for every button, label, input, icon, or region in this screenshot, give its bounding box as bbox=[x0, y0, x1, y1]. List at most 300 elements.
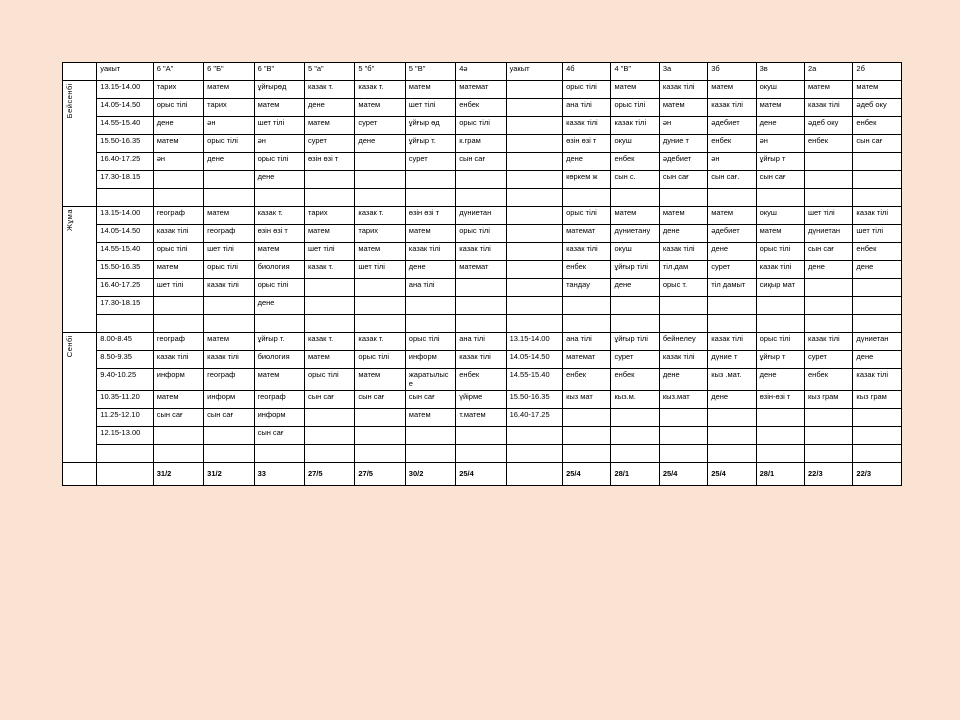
lesson-cell bbox=[853, 153, 902, 171]
lesson-cell: окуш bbox=[756, 81, 804, 99]
lesson-cell: окуш bbox=[611, 243, 659, 261]
lesson-cell bbox=[153, 445, 203, 463]
lesson-cell: к.грам bbox=[456, 135, 506, 153]
lesson-cell: казак тілі bbox=[805, 99, 853, 117]
lesson-cell bbox=[254, 445, 304, 463]
lesson-cell: дене bbox=[853, 261, 902, 279]
lesson-cell: енбек bbox=[563, 261, 611, 279]
lesson-cell: сурет bbox=[304, 135, 354, 153]
header-c5v: 5 "В" bbox=[405, 63, 455, 81]
lesson-cell: орыс тілі bbox=[456, 225, 506, 243]
lesson-cell: сын сағ bbox=[405, 391, 455, 409]
lesson-cell: математ bbox=[456, 81, 506, 99]
lesson-cell: географ bbox=[254, 391, 304, 409]
lesson-cell: орыс тілі bbox=[204, 261, 254, 279]
lesson-cell: ән bbox=[204, 117, 254, 135]
totals-day-cell bbox=[63, 463, 97, 486]
lesson-cell: тандау bbox=[563, 279, 611, 297]
lesson-cell bbox=[708, 315, 756, 333]
time-cell-right bbox=[506, 117, 562, 135]
lesson-cell: дене bbox=[611, 279, 659, 297]
lesson-cell: орыс тілі bbox=[254, 279, 304, 297]
lesson-cell bbox=[853, 171, 902, 189]
lesson-cell: кыз грам bbox=[853, 391, 902, 409]
lesson-cell bbox=[853, 409, 902, 427]
lesson-cell bbox=[304, 427, 354, 445]
lesson-cell bbox=[853, 315, 902, 333]
lesson-cell: дене bbox=[659, 369, 707, 391]
lesson-cell: ұйғыр т. bbox=[254, 333, 304, 351]
lesson-cell: енбек bbox=[805, 135, 853, 153]
lesson-cell: енбек bbox=[853, 117, 902, 135]
lesson-cell: орыс тілі bbox=[611, 99, 659, 117]
lesson-cell: матем bbox=[153, 391, 203, 409]
lesson-cell bbox=[204, 445, 254, 463]
lesson-cell: орыс тілі bbox=[304, 369, 354, 391]
lesson-cell: матем bbox=[611, 81, 659, 99]
time-cell-left: 17.30-18.15 bbox=[97, 171, 153, 189]
header-time2: уакыт bbox=[506, 63, 562, 81]
lesson-cell: сурет bbox=[405, 153, 455, 171]
lesson-cell: математ bbox=[563, 351, 611, 369]
time-cell-left: 13.15-14.00 bbox=[97, 81, 153, 99]
lesson-cell: матем bbox=[805, 81, 853, 99]
totals-value: 25/4 bbox=[456, 463, 506, 486]
lesson-cell: дене bbox=[405, 261, 455, 279]
lesson-cell bbox=[756, 297, 804, 315]
lesson-cell: сын сағ bbox=[355, 391, 405, 409]
lesson-cell bbox=[659, 427, 707, 445]
time-cell-left: 17.30-18.15 bbox=[97, 297, 153, 315]
lesson-cell: матем bbox=[204, 207, 254, 225]
lesson-cell bbox=[456, 297, 506, 315]
time-cell-left: 16.40-17.25 bbox=[97, 279, 153, 297]
lesson-cell: кыз грам bbox=[805, 391, 853, 409]
lesson-cell: сурет bbox=[355, 117, 405, 135]
time-cell-left: 16.40-17.25 bbox=[97, 153, 153, 171]
lesson-cell: тарих bbox=[355, 225, 405, 243]
time-cell-right bbox=[506, 81, 562, 99]
lesson-cell: сын сағ bbox=[805, 243, 853, 261]
lesson-cell: орыс т. bbox=[659, 279, 707, 297]
lesson-cell bbox=[805, 279, 853, 297]
lesson-cell: шет тілі bbox=[805, 207, 853, 225]
lesson-cell bbox=[304, 409, 354, 427]
time-cell-left: 15.50-16.35 bbox=[97, 135, 153, 153]
lesson-cell bbox=[456, 315, 506, 333]
lesson-cell: ана тілі bbox=[563, 99, 611, 117]
lesson-cell bbox=[405, 171, 455, 189]
lesson-cell: казак тілі bbox=[456, 243, 506, 261]
header-c2b: 2б bbox=[853, 63, 902, 81]
lesson-cell bbox=[153, 427, 203, 445]
lesson-cell bbox=[659, 189, 707, 207]
time-cell-left: 14.55-15.40 bbox=[97, 243, 153, 261]
lesson-cell: дене bbox=[853, 351, 902, 369]
lesson-cell: шет тілі bbox=[304, 243, 354, 261]
totals-value: 33 bbox=[254, 463, 304, 486]
day-name-text: Бейсенбі bbox=[65, 83, 74, 119]
lesson-cell: дене bbox=[708, 243, 756, 261]
lesson-cell: казак тілі bbox=[708, 99, 756, 117]
lesson-cell bbox=[563, 409, 611, 427]
lesson-cell bbox=[254, 315, 304, 333]
lesson-cell bbox=[805, 153, 853, 171]
lesson-cell: ән bbox=[254, 135, 304, 153]
lesson-cell bbox=[153, 315, 203, 333]
time-cell-right bbox=[506, 135, 562, 153]
table-row bbox=[63, 243, 902, 261]
header-day-column bbox=[63, 63, 97, 81]
lesson-cell bbox=[204, 189, 254, 207]
time-cell-right: 16.40-17.25 bbox=[506, 409, 562, 427]
lesson-cell: өзін өзі т bbox=[304, 153, 354, 171]
header-c6v: 6 "В" bbox=[254, 63, 304, 81]
lesson-cell: көркем ж bbox=[563, 171, 611, 189]
time-cell-left: 12.15-13.00 bbox=[97, 427, 153, 445]
lesson-cell: казак т. bbox=[304, 261, 354, 279]
lesson-cell bbox=[563, 315, 611, 333]
table-row bbox=[63, 189, 902, 207]
lesson-cell: ұйғыр тілі bbox=[611, 261, 659, 279]
table-row bbox=[63, 135, 902, 153]
lesson-cell bbox=[204, 297, 254, 315]
lesson-cell bbox=[805, 445, 853, 463]
schedule-table-wrapper bbox=[62, 62, 902, 486]
table-row bbox=[63, 315, 902, 333]
totals-time-left bbox=[97, 463, 153, 486]
time-cell-right: 14.55-15.40 bbox=[506, 369, 562, 391]
totals-value: 27/5 bbox=[355, 463, 405, 486]
time-cell-right bbox=[506, 261, 562, 279]
lesson-cell: матем bbox=[405, 409, 455, 427]
table-row bbox=[63, 153, 902, 171]
lesson-cell: казак т. bbox=[304, 333, 354, 351]
lesson-cell: матем bbox=[204, 81, 254, 99]
lesson-cell: математ bbox=[563, 225, 611, 243]
header-c4e: 4ә bbox=[456, 63, 506, 81]
lesson-cell: матем bbox=[659, 207, 707, 225]
lesson-cell bbox=[456, 189, 506, 207]
lesson-cell: тіл.дам bbox=[659, 261, 707, 279]
lesson-cell: ән bbox=[153, 153, 203, 171]
lesson-cell bbox=[611, 409, 659, 427]
lesson-cell: сын сағ bbox=[153, 409, 203, 427]
totals-row bbox=[63, 463, 902, 486]
lesson-cell bbox=[853, 445, 902, 463]
lesson-cell: казак тілі bbox=[456, 351, 506, 369]
day-name-text: Сенбі bbox=[65, 335, 74, 358]
table-row bbox=[63, 279, 902, 297]
lesson-cell bbox=[756, 445, 804, 463]
lesson-cell: сурет bbox=[611, 351, 659, 369]
lesson-cell: казак тілі bbox=[153, 351, 203, 369]
lesson-cell bbox=[659, 445, 707, 463]
lesson-cell bbox=[405, 297, 455, 315]
totals-time-right bbox=[506, 463, 562, 486]
lesson-cell: тарих bbox=[204, 99, 254, 117]
time-cell-right: 13.15-14.00 bbox=[506, 333, 562, 351]
lesson-cell bbox=[153, 297, 203, 315]
lesson-cell: матем bbox=[304, 351, 354, 369]
table-row bbox=[63, 171, 902, 189]
lesson-cell: дене bbox=[659, 225, 707, 243]
lesson-cell: казак т. bbox=[355, 333, 405, 351]
lesson-cell bbox=[563, 427, 611, 445]
lesson-cell bbox=[456, 279, 506, 297]
table-row bbox=[63, 333, 902, 351]
lesson-cell: дене bbox=[756, 369, 804, 391]
lesson-cell: енбек bbox=[853, 243, 902, 261]
totals-value: 28/1 bbox=[611, 463, 659, 486]
day-name-text: Жұма bbox=[65, 209, 74, 232]
lesson-cell: шет тілі bbox=[254, 117, 304, 135]
lesson-cell bbox=[355, 153, 405, 171]
lesson-cell bbox=[805, 409, 853, 427]
header-c5a: 5 "а" bbox=[304, 63, 354, 81]
lesson-cell: казак тілі bbox=[563, 117, 611, 135]
totals-value: 27/5 bbox=[304, 463, 354, 486]
lesson-cell bbox=[708, 445, 756, 463]
lesson-cell bbox=[659, 297, 707, 315]
lesson-cell: енбек bbox=[611, 369, 659, 391]
header-c4v: 4 "В" bbox=[611, 63, 659, 81]
lesson-cell: ән bbox=[659, 117, 707, 135]
lesson-cell: ана тілі bbox=[563, 333, 611, 351]
lesson-cell: окуш bbox=[756, 207, 804, 225]
lesson-cell: сын сағ bbox=[456, 153, 506, 171]
lesson-cell: жаратылыс е bbox=[405, 369, 455, 391]
lesson-cell: әдеб оку bbox=[853, 99, 902, 117]
lesson-cell bbox=[355, 171, 405, 189]
lesson-cell bbox=[355, 189, 405, 207]
lesson-cell: енбек bbox=[805, 369, 853, 391]
lesson-cell: казак тілі bbox=[611, 117, 659, 135]
lesson-cell: дене bbox=[355, 135, 405, 153]
lesson-cell: матем bbox=[756, 99, 804, 117]
lesson-cell: орыс тілі bbox=[153, 99, 203, 117]
lesson-cell: енбек bbox=[563, 369, 611, 391]
lesson-cell: кыз .мат. bbox=[708, 369, 756, 391]
lesson-cell: енбек bbox=[456, 99, 506, 117]
lesson-cell: казак т. bbox=[254, 207, 304, 225]
lesson-cell: казак тілі bbox=[659, 81, 707, 99]
lesson-cell: матем bbox=[304, 225, 354, 243]
lesson-cell bbox=[204, 315, 254, 333]
lesson-cell: информ bbox=[153, 369, 203, 391]
schedule-body bbox=[63, 63, 902, 486]
lesson-cell: өзін өзі т bbox=[563, 135, 611, 153]
lesson-cell: тарих bbox=[153, 81, 203, 99]
lesson-cell: әдебиет bbox=[708, 117, 756, 135]
totals-value: 22/3 bbox=[853, 463, 902, 486]
lesson-cell bbox=[456, 171, 506, 189]
lesson-cell: ән bbox=[756, 135, 804, 153]
lesson-cell: әдеб оку bbox=[805, 117, 853, 135]
lesson-cell bbox=[756, 189, 804, 207]
lesson-cell: ұйғырөд bbox=[254, 81, 304, 99]
lesson-cell: казак т. bbox=[355, 207, 405, 225]
lesson-cell: матем bbox=[153, 135, 203, 153]
lesson-cell bbox=[153, 171, 203, 189]
time-cell-left: 14.05-14.50 bbox=[97, 225, 153, 243]
lesson-cell: сурет bbox=[708, 261, 756, 279]
lesson-cell: дүние т bbox=[708, 351, 756, 369]
time-cell-left: 8.50-9.35 bbox=[97, 351, 153, 369]
lesson-cell bbox=[853, 279, 902, 297]
lesson-cell bbox=[204, 171, 254, 189]
time-cell-right bbox=[506, 99, 562, 117]
lesson-cell: ұйғыр өд bbox=[405, 117, 455, 135]
lesson-cell: әдебиет bbox=[659, 153, 707, 171]
totals-value: 31/2 bbox=[204, 463, 254, 486]
lesson-cell: окуш bbox=[611, 135, 659, 153]
lesson-cell bbox=[405, 189, 455, 207]
lesson-cell: матем bbox=[355, 243, 405, 261]
time-cell-left bbox=[97, 189, 153, 207]
lesson-cell: матем bbox=[204, 333, 254, 351]
lesson-cell: кыз.м. bbox=[611, 391, 659, 409]
table-row bbox=[63, 81, 902, 99]
lesson-cell: шет тілі bbox=[355, 261, 405, 279]
table-row bbox=[63, 445, 902, 463]
lesson-cell bbox=[304, 445, 354, 463]
lesson-cell: дене bbox=[204, 153, 254, 171]
lesson-cell: казак тілі bbox=[405, 243, 455, 261]
table-row bbox=[63, 99, 902, 117]
lesson-cell bbox=[304, 171, 354, 189]
lesson-cell: ана тілі bbox=[405, 279, 455, 297]
lesson-cell: казак тілі bbox=[659, 351, 707, 369]
lesson-cell: ана тілі bbox=[456, 333, 506, 351]
lesson-cell: матем bbox=[355, 99, 405, 117]
time-cell-left bbox=[97, 315, 153, 333]
lesson-cell bbox=[708, 189, 756, 207]
lesson-cell bbox=[563, 297, 611, 315]
lesson-cell: биология bbox=[254, 351, 304, 369]
totals-value: 31/2 bbox=[153, 463, 203, 486]
lesson-cell bbox=[563, 189, 611, 207]
lesson-cell: матем bbox=[611, 207, 659, 225]
lesson-cell: матем bbox=[355, 369, 405, 391]
lesson-cell: сын сағ bbox=[756, 171, 804, 189]
day-label-1 bbox=[63, 81, 97, 207]
lesson-cell bbox=[853, 189, 902, 207]
lesson-cell bbox=[355, 297, 405, 315]
lesson-cell bbox=[805, 315, 853, 333]
time-cell-left: 8.00-8.45 bbox=[97, 333, 153, 351]
header-c6a: 6 "А" bbox=[153, 63, 203, 81]
lesson-cell: казак тілі bbox=[153, 225, 203, 243]
lesson-cell: математ bbox=[456, 261, 506, 279]
lesson-cell: сиқыр мат bbox=[756, 279, 804, 297]
lesson-cell: матем bbox=[659, 99, 707, 117]
lesson-cell: матем bbox=[254, 99, 304, 117]
time-cell-left: 13.15-14.00 bbox=[97, 207, 153, 225]
lesson-cell: дене bbox=[708, 391, 756, 409]
lesson-cell: шет тілі bbox=[853, 225, 902, 243]
lesson-cell: информ bbox=[254, 409, 304, 427]
time-cell-right bbox=[506, 243, 562, 261]
lesson-cell bbox=[611, 189, 659, 207]
header-c4b: 4б bbox=[563, 63, 611, 81]
time-cell-left bbox=[97, 445, 153, 463]
lesson-cell bbox=[708, 409, 756, 427]
lesson-cell: дене bbox=[153, 117, 203, 135]
lesson-cell bbox=[853, 297, 902, 315]
lesson-cell: дүниетан bbox=[456, 207, 506, 225]
time-cell-right bbox=[506, 279, 562, 297]
header-c2a: 2а bbox=[805, 63, 853, 81]
time-cell-left: 10.35-11.20 bbox=[97, 391, 153, 409]
lesson-cell: тарих bbox=[304, 207, 354, 225]
lesson-cell bbox=[456, 427, 506, 445]
time-cell-left: 11.25-12.10 bbox=[97, 409, 153, 427]
lesson-cell: казак тілі bbox=[853, 369, 902, 391]
lesson-cell: матем bbox=[254, 369, 304, 391]
lesson-cell: орыс тілі bbox=[756, 333, 804, 351]
time-cell-right bbox=[506, 171, 562, 189]
lesson-cell: сын сағ bbox=[254, 427, 304, 445]
lesson-cell: казак тілі bbox=[659, 243, 707, 261]
lesson-cell bbox=[756, 427, 804, 445]
lesson-cell: орыс тілі bbox=[405, 333, 455, 351]
lesson-cell: сын сағ bbox=[659, 171, 707, 189]
lesson-cell: казак тілі bbox=[708, 333, 756, 351]
lesson-cell bbox=[405, 445, 455, 463]
table-row bbox=[63, 409, 902, 427]
schedule-table bbox=[62, 62, 902, 486]
lesson-cell: сын сағ bbox=[853, 135, 902, 153]
lesson-cell bbox=[304, 279, 354, 297]
lesson-cell: географ bbox=[153, 207, 203, 225]
time-cell-left: 14.05-14.50 bbox=[97, 99, 153, 117]
lesson-cell: т.матем bbox=[456, 409, 506, 427]
lesson-cell: дуние т bbox=[659, 135, 707, 153]
lesson-cell: казак тілі bbox=[563, 243, 611, 261]
lesson-cell: сын с. bbox=[611, 171, 659, 189]
lesson-cell: орыс тілі bbox=[756, 243, 804, 261]
table-row bbox=[63, 261, 902, 279]
lesson-cell: биология bbox=[254, 261, 304, 279]
time-cell-left: 9.40-10.25 bbox=[97, 369, 153, 391]
lesson-cell bbox=[153, 189, 203, 207]
header-c3a: 3а bbox=[659, 63, 707, 81]
lesson-cell bbox=[254, 189, 304, 207]
lesson-cell: дене bbox=[304, 99, 354, 117]
lesson-cell bbox=[304, 315, 354, 333]
table-row bbox=[63, 117, 902, 135]
table-row bbox=[63, 369, 902, 391]
lesson-cell: казак тілі bbox=[204, 351, 254, 369]
lesson-cell: матем bbox=[756, 225, 804, 243]
header-c3v: 3в bbox=[756, 63, 804, 81]
lesson-cell bbox=[659, 315, 707, 333]
totals-value: 25/4 bbox=[659, 463, 707, 486]
lesson-cell: дүниетан bbox=[805, 225, 853, 243]
lesson-cell: казак тілі bbox=[204, 279, 254, 297]
lesson-cell: кыз.мат bbox=[659, 391, 707, 409]
time-cell-right: 14.05-14.50 bbox=[506, 351, 562, 369]
day-label-2 bbox=[63, 207, 97, 333]
lesson-cell: матем bbox=[708, 207, 756, 225]
table-row bbox=[63, 427, 902, 445]
lesson-cell: орыс тілі bbox=[153, 243, 203, 261]
time-cell-right bbox=[506, 297, 562, 315]
lesson-cell bbox=[563, 445, 611, 463]
time-cell-right bbox=[506, 427, 562, 445]
lesson-cell: казак т. bbox=[355, 81, 405, 99]
